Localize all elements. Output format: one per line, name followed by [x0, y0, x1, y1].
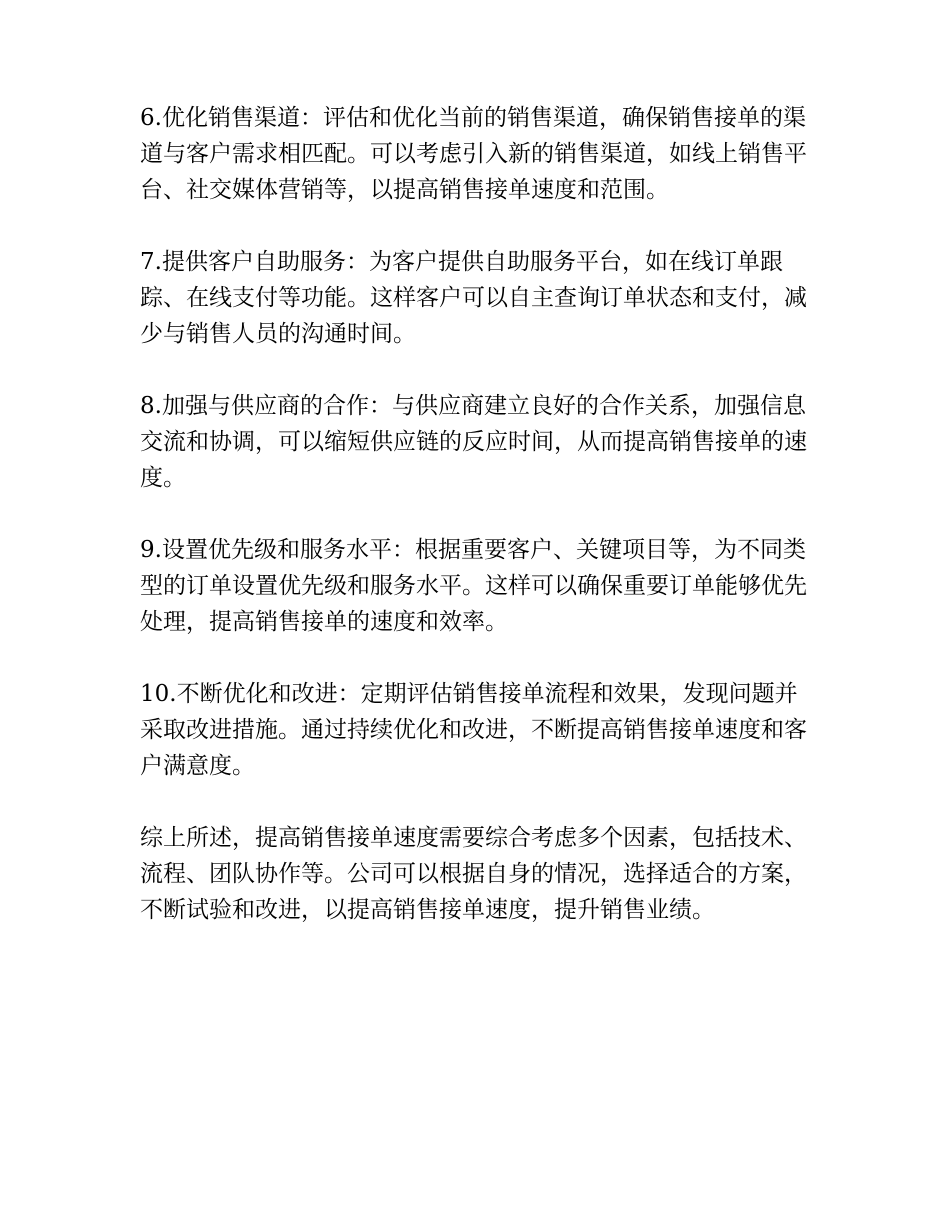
paragraph-item-10: 10.不断优化和改进：定期评估销售接单流程和效果，发现问题并采取改进措施。通过持续优化和改进，不断提高销售接单速度和客户满意度。 [140, 681, 807, 779]
paragraph-item-8: 8.加强与供应商的合作：与供应商建立良好的合作关系，加强信息交流和协调，可以缩短供应链的反应时间，从而提高销售接单的速度。 [140, 393, 807, 491]
paragraph-item-6: 6.优化销售渠道：评估和优化当前的销售渠道，确保销售接单的渠道与客户需求相匹配。可以考虑引入新的销售渠道，如线上销售平台、社交媒体营销等，以提高销售接单速度和范围。 [140, 105, 807, 203]
paragraph-item-9: 9.设置优先级和服务水平：根据重要客户、关键项目等，为不同类型的订单设置优先级和服务水平。这样可以确保重要订单能够优先处理，提高销售接单的速度和效率。 [140, 537, 807, 635]
document-page [140, 100, 812, 964]
summary-paragraph: 综上所述，提高销售接单速度需要综合考虑多个因素，包括技术、流程、团队协作等。公司可以根据自身的情况，选择适合的方案，不断试验和改进，以提高销售接单速度，提升销售业绩。 [140, 825, 807, 923]
paragraph-item-7: 7.提供客户自助服务：为客户提供自助服务平台，如在线订单跟踪、在线支付等功能。这样客户可以自主查询订单状态和支付，减少与销售人员的沟通时间。 [140, 249, 807, 347]
